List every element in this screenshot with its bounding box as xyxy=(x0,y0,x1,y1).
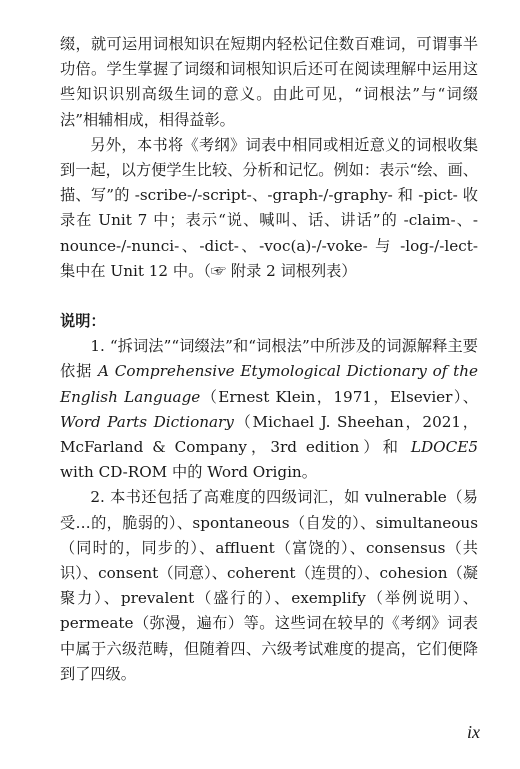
notes-heading: 说明： xyxy=(60,312,106,331)
page-number: ix xyxy=(467,722,480,742)
book-title-ldoce5: LDOCE5 xyxy=(410,438,478,457)
book-title-word-parts-dictionary: Word Parts Dictionary xyxy=(60,412,234,431)
note-1 xyxy=(60,334,478,485)
paragraph-1: 缀，就可运用词根知识在短期内轻松记住数百难词，可谓事半功倍。学生掌握了词缀和词根知识后还可在阅读理解中运用这些知识识别高级生词的意义。由此可见，“词根法”与“词缀法”相辅相成，相得益彰。 xyxy=(60,35,478,129)
note-1-pre: 1. “拆词法”“词缀法”和“词根法”中所涉及的词源解释主要依据 xyxy=(60,337,478,381)
paragraph-2: 另外，本书将《考纲》词表中相同或相近意义的词根收集到一起，以方便学生比较、分析和记忆。例如：表示“绘、画、描、写”的 -scribe-/-script-、-graph-/-graphy- 和 -pict- 收录在 Unit 7 中；表示“说、喊叫、话、讲话”的 -claim-、-nounce-/-nunci-、-dict-、-voc(a)-/-voke- 与 -log-/-lect- 集中在 Unit 12 中。（☞ 附录 2 词根列表） xyxy=(60,135,478,280)
page-body xyxy=(60,32,478,687)
note-1-post: with CD-ROM 中的 Word Origin。 xyxy=(60,463,317,482)
note-1-mid-1: （Ernest Klein，1971，Elsevier）、 xyxy=(200,387,478,406)
note-2: 2. 本书还包括了高难度的四级词汇，如 vulnerable（易受…的，脆弱的）、spontaneous（自发的）、simultaneous（同时的，同步的）、affluent（富饶的）、consensus（共识）、consent（同意）、coherent（连贯的）、cohesion（凝聚力）、prevalent（盛行的）、exemplify（举例说明）、permeate（弥漫，遍布）等。这些词在较早的《考纲》词表中属于六级范畴，但随着四、六级考试难度的提高，它们便降到了四级。 xyxy=(60,488,478,683)
note-1-mid-2: （Michael J. Sheehan，2021，McFarland & Company，3rd edition）和 xyxy=(60,412,478,457)
book-title-etymological-dictionary: A Comprehensive Etymological Dictionary of the English Language xyxy=(60,362,478,406)
